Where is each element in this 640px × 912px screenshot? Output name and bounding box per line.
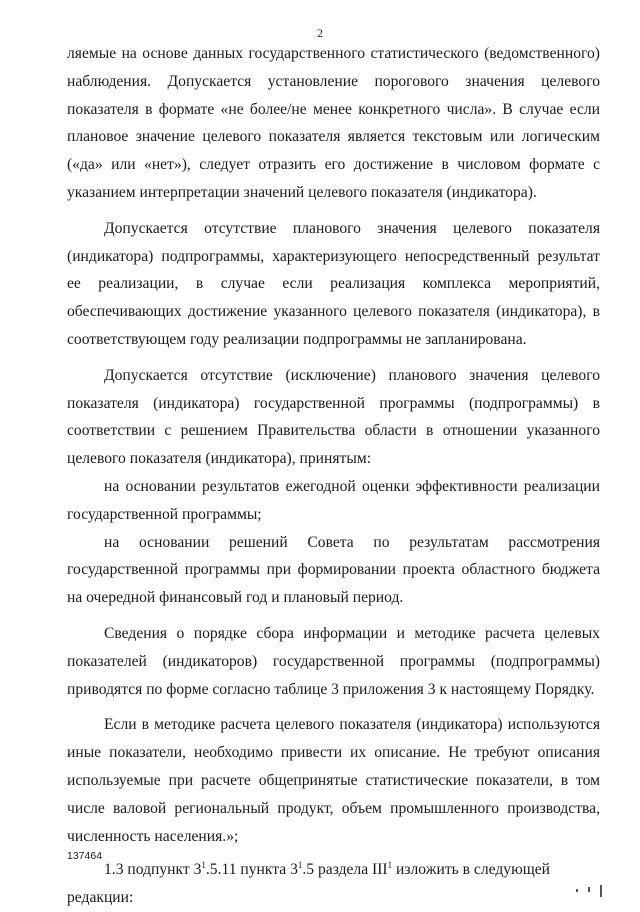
amendment-suffix: изложить в следующей редакции: [67,861,550,907]
amendment-mid-2: .5 раздела III [302,861,388,879]
amendment-prefix: 1.3 подпункт 3 [104,861,202,879]
paragraph-absence-subprogram: Допускается отсутствие планового значения целевого показателя (индикатора) подпрограммы, характеризующего непосредственный результат ее реализации, в случае если реализация комплекса мероприятий, обеспечивающих достижение указанного целевого показателя (индикатора), в соответствующем году реализации подпрограммы не запланирована. [67,219,600,348]
paragraph-methodology: Сведения о порядке сбора информации и методике расчета целевых показателей (индикаторов) государственной программы (подпрограммы) приводятся по форме согласно таблице 3 приложения 3 к настоящему Порядку. [67,624,600,698]
scan-mark [588,887,590,892]
scan-mark [600,885,602,897]
list-item-evaluation: на основании результатов ежегодной оценки эффективности реализации государственной программы; [67,477,600,523]
amendment-mid-1: .5.11 пункта 3 [205,861,298,879]
amendment-sup-1: 1 [201,860,206,871]
document-code: 137464 [67,850,103,862]
scan-corner-marks [574,883,604,899]
page-number: 2 [317,26,323,40]
amendment-sup-2: 1 [297,860,303,871]
scan-mark [576,889,578,892]
paragraph-continuation: ляемые на основе данных государственного статистического (ведомственного) наблюдения. Допускается установление порогового значения целевого показателя в формате «не более/не менее конкретного числа». В случае если плановое значение целевого показателя является текстовым или логическим («да» или «нет»), следует отразить его достижение в числовом формате с указанием интерпретации значений целевого показателя (индикатора). [67,45,600,201]
amendment-sup-3: 1 [387,860,393,871]
paragraph-amendment [67,856,600,912]
paragraph-indicators-description: Если в методике расчета целевого показателя (индикатора) используются иные показатели, необходимо привести их описание. Не требуют описания используемые при расчете общепринятые статистические показатели, в том числе валовой региональный продукт, объем промышленного производства, численность населения.»; [67,716,600,845]
document-body [67,40,600,912]
list-item-council: на основании решений Совета по результатам рассмотрения государственной программы при формировании проекта областного бюджета на очередной финансовый год и плановый период. [67,533,600,607]
paragraph-absence-program: Допускается отсутствие (исключение) планового значения целевого показателя (индикатора) государственной программы (подпрограммы) в соответствии с решением Правительства области в отношении указанного целевого показателя (индикатора), принятым: [67,366,600,468]
